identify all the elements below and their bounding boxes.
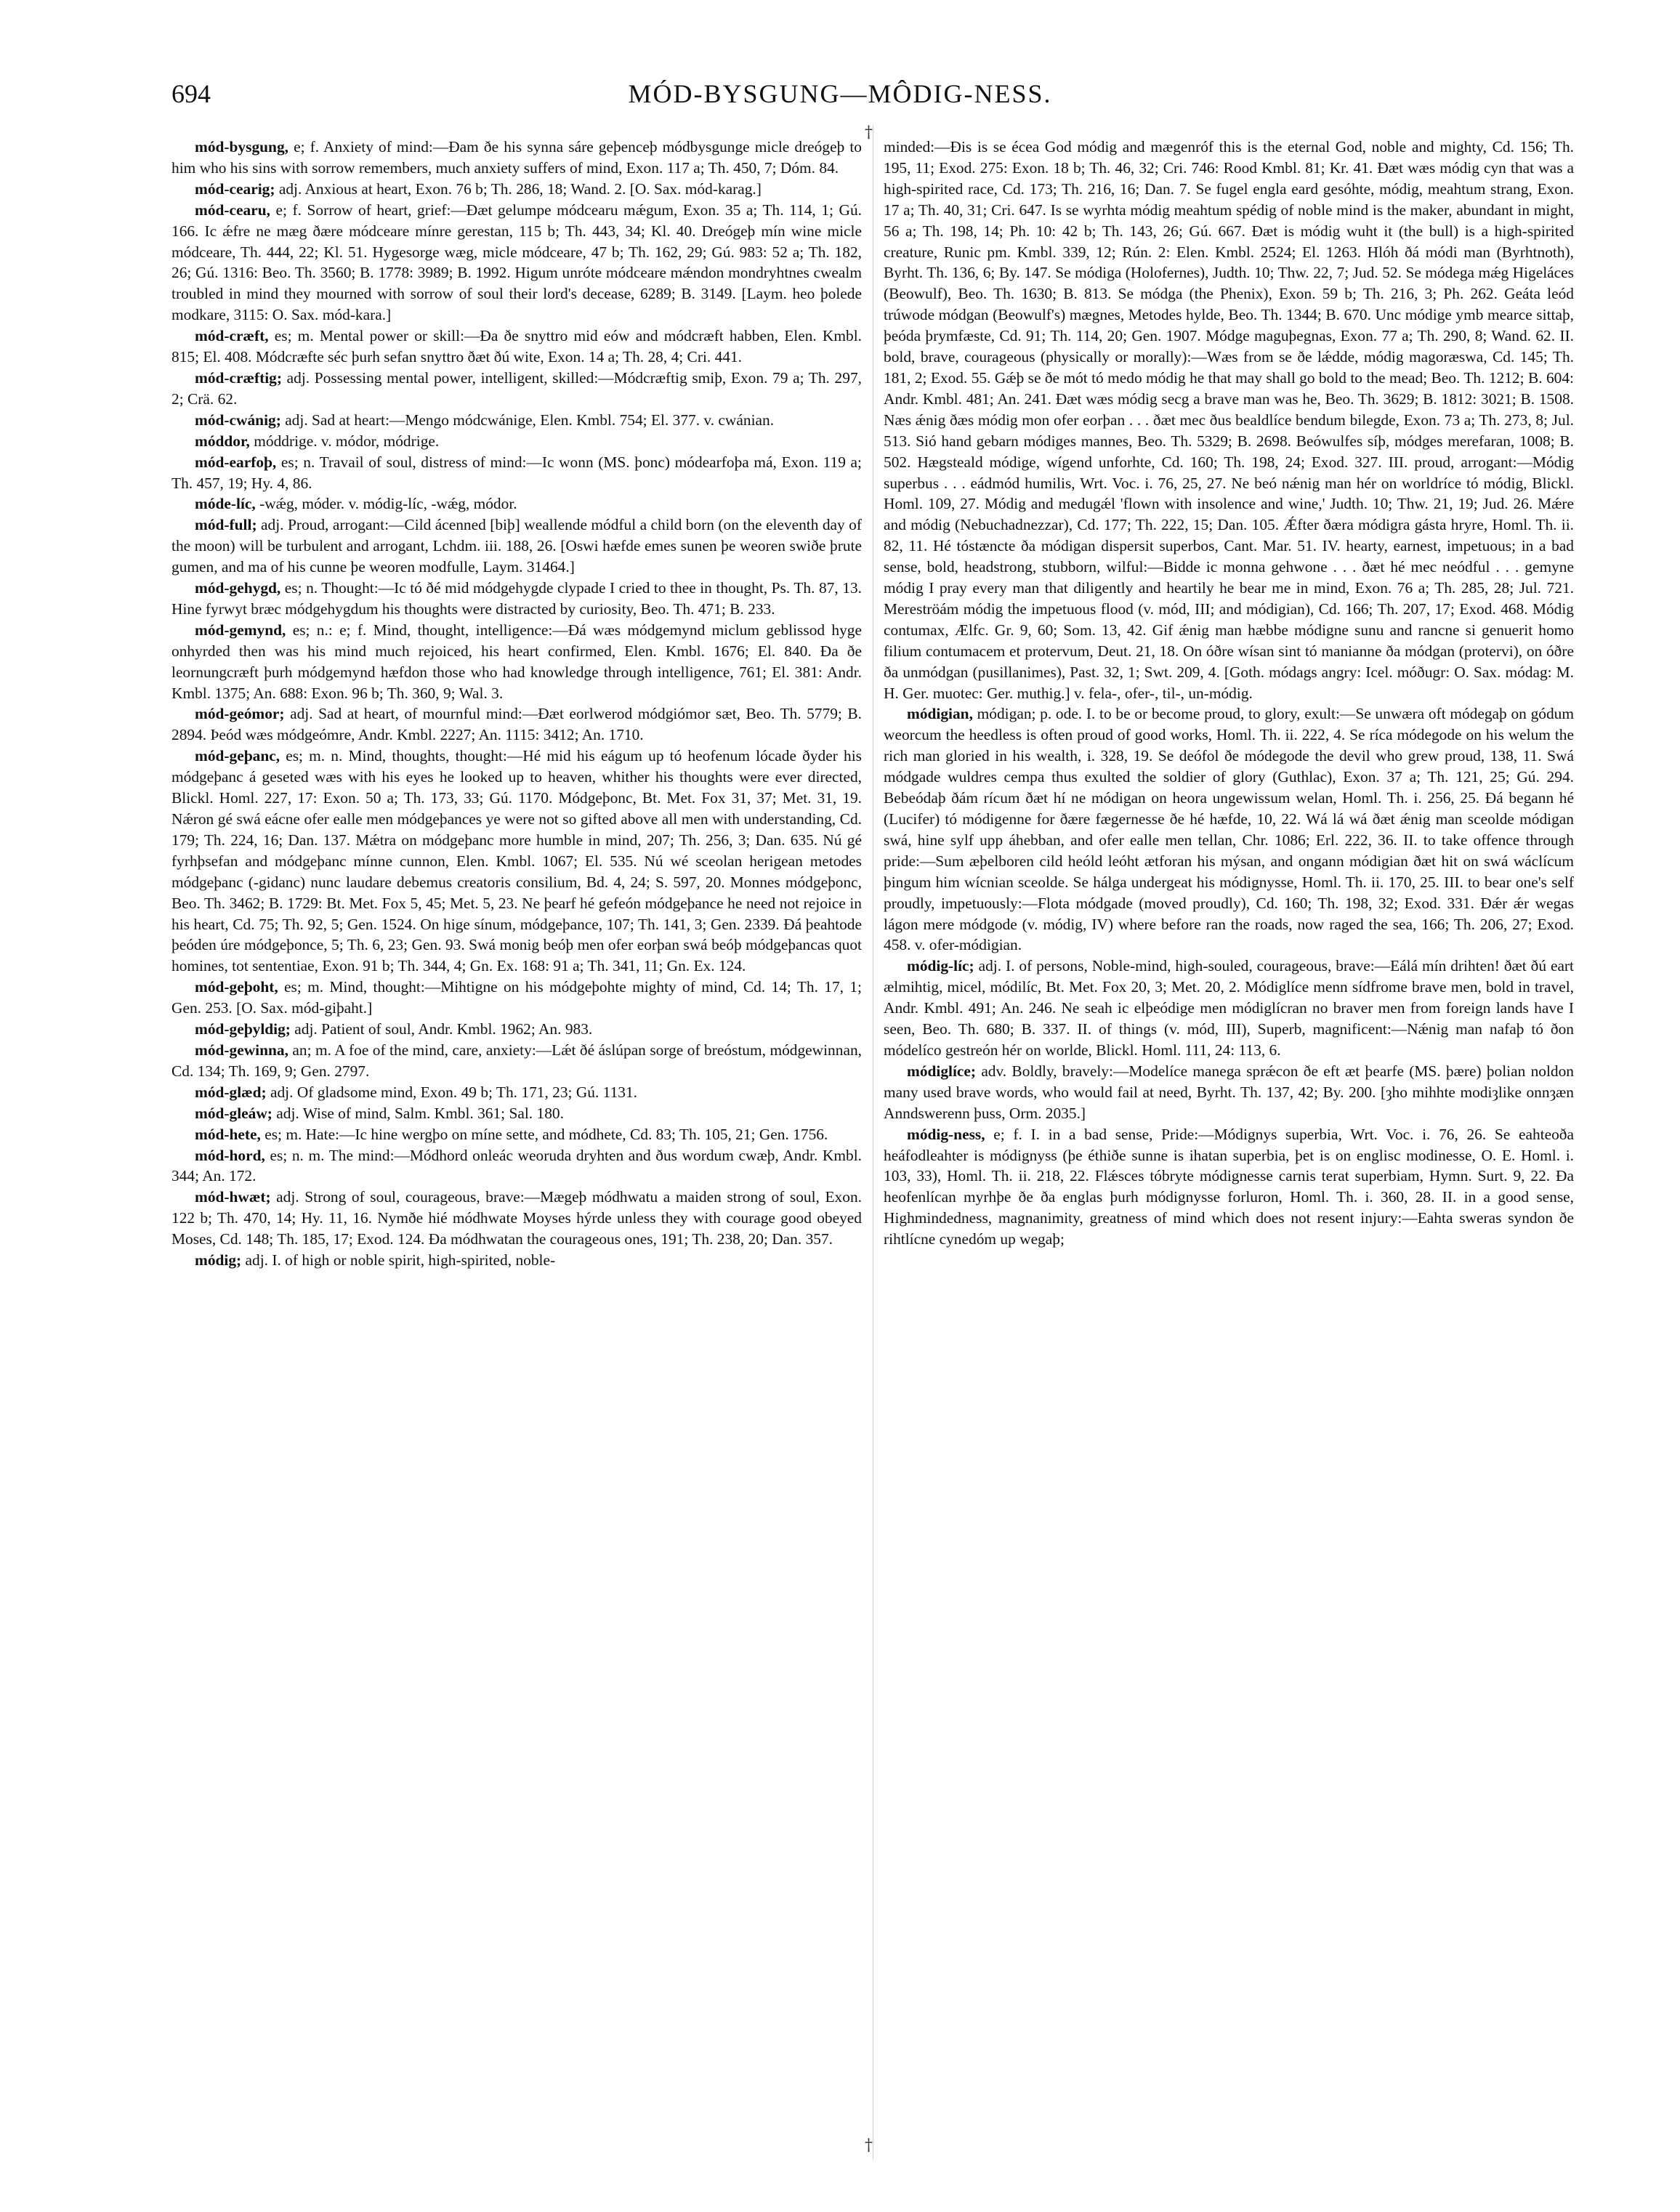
entry-definition: es; n. m. The mind:—Módhord onleác weoruda dryhten and ðus wordum cwæþ, Andr. Kmbl. 344; An. 172. <box>171 1146 862 1185</box>
page-number: 694 <box>171 79 211 108</box>
entry-definition: adj. Proud, arrogant:—Cild ácenned [biþ] weallende módful a child born (on the eleventh day of the moon) will be turbulent and arrogant, Lchdm. iii. 188, 26. [Oswi hæfde emes sunen þe weoren swiðe þrute gumen, and ma of his cunne þe weoren modfulle, Laym. 31464.] <box>171 516 862 576</box>
entry-definition: adj. Wise of mind, Salm. Kmbl. 361; Sal. 180. <box>272 1104 564 1122</box>
entry-headword: mód-cræft, <box>195 327 269 345</box>
dictionary-entry <box>171 1145 862 1187</box>
dictionary-entry <box>171 620 862 704</box>
entry-headword: mód-cearu, <box>195 201 270 219</box>
entry-headword: mód-cearig; <box>195 179 275 198</box>
entry-definition: adj. Patient of soul, Andr. Kmbl. 1962; An. 983. <box>290 1020 593 1038</box>
entry-headword: mód-hete, <box>195 1125 261 1143</box>
dictionary-entry <box>171 977 862 1019</box>
entry-headword: mód-glæd; <box>195 1083 267 1101</box>
entry-definition: e; f. Anxiety of mind:—Ðam ðe his synna sáre geþenceþ módbysgunge micle dreógeþ to him who his sins with sorrow remembers, much anxiety suffers of mind, Exon. 117 a; Th. 450, 7; Dóm. 84. <box>171 138 862 177</box>
dictionary-entry <box>171 1082 862 1103</box>
dictionary-entry <box>884 703 1574 956</box>
entry-headword: módiglíce; <box>907 1062 977 1080</box>
entry-headword: mód-full; <box>195 516 257 534</box>
entry-headword: mód-gleáw; <box>195 1104 272 1122</box>
entry-definition: es; n.: e; f. Mind, thought, intelligence:—Ðá wæs módgemynd miclum geblissod hyge onhyrded then was his mind much rejoiced, his heart confirmed, Elen. Kmbl. 1676; El. 840. Ða ðe leornungcræft þurh módgemynd hæfdon those who had knowledge through intelligence, 761; El. 381: Andr. Kmbl. 1375; An. 688: Exon. 96 b; Th. 360, 9; Wal. 3. <box>171 621 862 702</box>
entry-definition: adv. Boldly, bravely:—Modelíce manega sprǽcon ðe eft æt þearfe (MS. þære) þolian noldon many used brave words, who would fail at need, Byrht. Th. 137, 42; By. 200. [ȝho mihhte modiȝlike onnȝæn Anndswerenn þuss, Orm. 2035.] <box>884 1062 1574 1122</box>
dictionary-entry <box>171 326 862 368</box>
dictionary-entry <box>171 1250 862 1271</box>
dictionary-entry <box>171 1040 862 1082</box>
entry-headword: móde-líc, <box>195 495 256 513</box>
dictionary-entry <box>171 200 862 326</box>
dictionary-entry <box>171 746 862 977</box>
dictionary-entry <box>171 1124 862 1145</box>
entry-definition: adj. Sad at heart, of mournful mind:—Ðæt eorlwerod módgiómor sæt, Beo. Th. 5779; B. 2894. Þeód wæs módgeómre, Andr. Kmbl. 2227; An. 1115: 3412; An. 1710. <box>171 705 862 744</box>
dictionary-entry <box>171 368 862 410</box>
dictionary-entry <box>884 137 1574 703</box>
entry-headword: mód-geþyldig; <box>195 1020 291 1038</box>
running-head: MÓD-BYSGUNG—MÔDIG-NESS. <box>628 79 1052 108</box>
entry-headword: mód-cwánig; <box>195 411 281 429</box>
entry-headword: módig; <box>195 1251 242 1270</box>
entry-headword: mód-geþoht, <box>195 978 278 996</box>
entry-definition: adj. I. of high or noble spirit, high-spirited, noble- <box>241 1251 556 1270</box>
entry-headword: módig-líc; <box>907 957 974 975</box>
entry-definition: módigan; p. ode. I. to be or become proud, to glory, exult:—Se unwæra oft módegaþ on gódum weorcum the heedless is often proud of good works, Homl. Th. ii. 222, 4. Se ríca módegode on his welum the rich man gloried in his wealth, i. 328, 19. Se deófol ðe módegode the devil who grew proud, 138, 11. Swá módgade wuldres cempa thus exulted the soldier of glory (Guthlac), Exon. 37 a; Th. 121, 25; Gú. 294. Bebeódaþ ðám rícum ðæt hí ne módigan on heora ungewissum welan, Homl. Th. i. 256, 25. Ðá begann hé (Lucifer) tó módigenne for ðære fægernesse ðe hé hæfde, 10, 22. Wá lá wá ðæt ǽnig man sceolde módigan swá, hine sylf upp áhebban, and ofer ealle men tellan, Chr. 1086; Erl. 222, 36. II. to take offence through pride:—Sum æþelboren cild heóld leóht ætforan his mýsan, and ongann módigian ðæt hit on swá wáclícum þingum him wícnian sceolde. Se hálga undergeat his módignysse, Homl. Th. ii. 170, 25. III. to bear one's self proudly, impetuously:—Flota módgade (moved proudly), Cd. 160; Th. 198, 32; Exod. 331. Ðǽr ǽr wegas lágon mere módgode (v. módig, IV) where before ran the roads, now raged the sea, 166; Th. 206, 27; Exod. 458. v. ofer-módigian. <box>884 705 1574 954</box>
right-column <box>884 137 1574 2142</box>
left-column <box>171 137 862 2142</box>
dictionary-entry <box>171 179 862 200</box>
dictionary-entry <box>171 493 862 514</box>
entry-definition: es; n. Thought:—Ic tó ðé mid módgehygde clypade I cried to thee in thought, Ps. Th. 87, 13. Hine fyrwyt bræc módgehygdum his thoughts were distracted by curiosity, Beo. Th. 471; B. 233. <box>171 579 862 618</box>
entry-definition: es; n. Travail of soul, distress of mind:—Ic wonn (MS. þonc) módearfoþa má, Exon. 119 a; Th. 457, 19; Hy. 4, 86. <box>171 453 862 492</box>
entry-definition: an; m. A foe of the mind, care, anxiety:—Lǽt ðé áslúpan sorge of breóstum, módgewinnan, Cd. 134; Th. 169, 9; Gen. 2797. <box>171 1041 862 1080</box>
entry-headword: móddor, <box>195 432 250 450</box>
dictionary-entry <box>171 578 862 620</box>
dictionary-entry <box>171 1019 862 1040</box>
entry-definition: es; m. Mental power or skill:—Ða ðe snyttro mid eów and módcræft habben, Elen. Kmbl. 815; El. 408. Módcræfte séc þurh sefan snyttro ðæt ðú wite, Exon. 14 a; Th. 28, 4; Cri. 441. <box>171 327 862 366</box>
entry-headword: mód-gewinna, <box>195 1041 288 1059</box>
entry-headword: mód-hwæt; <box>195 1188 271 1206</box>
page-header <box>0 78 1680 122</box>
entry-definition: adj. Of gladsome mind, Exon. 49 b; Th. 171, 23; Gú. 1131. <box>266 1083 638 1101</box>
entry-definition: e; f. I. in a bad sense, Pride:—Módignys superbia, Wrt. Voc. i. 76, 26. Se eahteoða heáfodleahter is módignyss (þe éthiðe sunne is ihatan superbia, þet is on englisc modinesse, O. E. Homl. i. 103, 33), Homl. Th. ii. 218, 22. Flǽsces tóbryte módignesse carnis terat superbiam, Hymn. Surt. 9, 22. Ða heofenlícan myrhþe ðe ða englas þurh módignysse forluron, Homl. Th. i. 360, 28. II. in a good sense, Highmindedness, magnanimity, greatness of mind which does not resent injury:—Eahta sweras syndon ðe rihtlícne cynedóm up wegaþ; <box>884 1125 1574 1248</box>
dictionary-entry <box>171 431 862 452</box>
column-ornament-top: † <box>865 124 873 142</box>
column-ornament-bottom: † <box>865 2136 873 2155</box>
entry-headword: mód-hord, <box>195 1146 265 1164</box>
entry-definition: es; m. n. Mind, thoughts, thought:—Hé mid his eágum up tó heofenum lócade ðyder his módgeþanc á geseted wæs with his eyes he looked up to heaven, whither his thoughts were ever directed, Blickl. Homl. 227, 17: Exon. 50 a; Th. 173, 33; Gú. 1170. Módgeþonc, Bt. Met. Fox 31, 37; Met. 31, 19. Nǽron gé swá eácne ofer ealle men módgeþances ye were not so gifted above all men with understanding, Cd. 179; Th. 224, 16; Dan. 137. Mǽtra on módgeþanc more humble in mind, 207; Th. 256, 3; Dan. 635. Nú gé fyrhþsefan and módgeþanc mínne cunnon, Elen. Kmbl. 1067; El. 535. Nú wé sceolan herigean metodes módgeþanc (-gidanc) nunc laudare debemus creatoris consilium, Bd. 4, 24; S. 597, 20. Monnes módgeþonc, Beo. Th. 3462; B. 1729: Bt. Met. Fox 5, 45; Met. 5, 23. Ne þearf hé gefeón módgeþance he need not rejoice in his heart, Cd. 75; Th. 92, 5; Gen. 1524. On hige sínum, módgeþance, 107; Th. 141, 3; Gen. 2339. Ðá þeahtode þeóden úre módgeþonce, 5; Th. 6, 23; Gen. 93. Swá monig beóþ men ofer eorþan swá beóþ módgeþancas quot homines, tot sententiae, Exon. 91 b; Th. 344, 4; Gn. Ex. 168: 91 a; Th. 341, 11; Gn. Ex. 124. <box>171 747 862 975</box>
dictionary-entry <box>884 956 1574 1061</box>
entry-headword: mód-earfoþ, <box>195 453 277 471</box>
dictionary-entry <box>171 514 862 578</box>
entry-definition: móddrige. v. módor, módrige. <box>249 432 440 450</box>
entry-definition: es; m. Hate:—Ic hine wergþo on míne sette, and módhete, Cd. 83; Th. 105, 21; Gen. 1756. <box>260 1125 828 1143</box>
entry-definition: adj. Sad at heart:—Mengo módcwánige, Elen. Kmbl. 754; El. 377. v. cwánian. <box>280 411 775 429</box>
entry-definition: adj. I. of persons, Noble-mind, high-souled, courageous, brave:—Eálá mín drihten! ðæt ðú eart ælmihtig, micel, módilíc, Bt. Met. Fox 20, 3; Met. 20, 2. Módiglíce menn sídfrome brave men, bold in travel, Andr. Kmbl. 491; An. 246. Ne seah ic elþeódige men módiglícran no braver men from foreign lands have I seen, Beo. Th. 680; B. 337. II. of things (v. mód, III), Superb, magnificent:—Nǽnig man nafaþ tó ðon módelíco gestreón hér on worlde, Blickl. Homl. 111, 24: 113, 6. <box>884 957 1574 1059</box>
entry-headword: mód-gemynd, <box>195 621 286 639</box>
dictionary-entry <box>884 1124 1574 1250</box>
entry-definition: minded:—Ðis is se écea God módig and mægenróf this is the eternal God, noble and mighty, Cd. 156; Th. 195, 11; Exod. 275: Exon. 18 b; Th. 46, 32; Cri. 746: Rood Kmbl. 81; Kr. 41. Ðæt wæs módig cyn that was a high-spirited race, Cd. 173; Th. 216, 16; Dan. 7. Se fugel engla eard gesóhte, módig, meahtum strang, Exon. 17 a; Th. 40, 31; Cri. 647. Is se wyrhta módig meahtum spédig of noble mind is the maker, abundant in might, 56 a; Th. 198, 14; Ph. 10: 42 b; Th. 143, 26; Gú. 667. Ðæt is módig wuht it (the bull) is a high-spirited creature, Runic pm. Kmbl. 339, 12; Rún. 2: Elen. Kmbl. 2524; El. 1263. Hlóh ðá módi man (Byrhtnoth), Byrht. Th. 136, 6; By. 147. Se módiga (Holofernes), Judth. 10; Thw. 22, 7; Jud. 52. Se módega mǽg Higeláces (Beowulf), Beo. Th. 1630; B. 813. Se módga (the Phenix), Exon. 59 b; Th. 216, 3; Ph. 262. Geáta leód trúwode módgan (Beowulf's) mægnes, Metodes hylde, Beo. Th. 1344; B. 670. Unc módige ymb mearce sittaþ, þeóda þrymfæste, Cd. 91; Th. 114, 20; Gen. 1907. Módge maguþegnas, Exon. 77 a; Th. 290, 8; Wand. 62. II. bold, brave, courageous (physically or morally):—Wæs from se ðe lǽdde, módig magoræswa, Cd. 145; Th. 181, 2; Exod. 55. Gǽþ se ðe mót tó medo módig he that may shall go bold to the mead; Beo. Th. 1212; B. 604: Andr. Kmbl. 481; An. 241. Ðæt wæs módig secg a brave man was he, Beo. Th. 3629; B. 1812: 3021; B. 1508. Næs ǽnig ðæs módig mon ofer eorþan . . . ðæt mec ðus bealdlíce bendum bilegde, Exon. 73 a; Th. 273, 8; Jul. 513. Sió hand gebarn módiges mannes, Beo. Th. 5329; B. 2698. Beówulfes síþ, módges merefaran, 1008; B. 502. Hægsteald módige, wígend unforhte, Cd. 160; Th. 198, 24; Exod. 327. III. proud, arrogant:—Módig superbus . . . eádmód humilis, Wrt. Voc. i. 76, 25, 27. Ne beó nǽnig man hér on worldríce tó módig, Blickl. Homl. 109, 27. Módig and medugǽl 'flown with insolence and wine,' Judth. 10; Thw. 21, 19; Jud. 26. Mǽre and módig (Nebuchadnezzar), Cd. 177; Th. 222, 15; Dan. 105. Ǽfter ðæra módigra gásta hryre, Homl. Th. ii. 82, 11. Hé tóstæncte ða módigan dispersit superbos, Cant. Mar. 51. IV. hearty, earnest, impetuous; in a bad sense, bold, headstrong, stubborn, wilful:—Bidde ic monna gehwone . . . ðæt hé mec neódful . . . gemyne módig I pray every man that diligently and heartily he bear me in mind, Exon. 76 a; Th. 285, 28; Jul. 721. Mereströám módig the impetuous flood (v. mód, III; and módigian), Cd. 166; Th. 207, 17; Exod. 468. Módig contumax, Ælfc. Gr. 9, 60; Som. 13, 42. Gif ǽnig man hæbbe módigne sunu and rancne si genuerit homo filium contumacem et protervum, Deut. 21, 18. On óðre wísan sint tó manianne ða módgan (protervi), on óðre ða unmódgan (pusillanimes), Past. 32, 1; Swt. 209, 4. [Goth. módags angry: Icel. móðugr: O. Sax. módag: M. H. Ger. muotec: Ger. muthig.] v. fela-, ofer-, til-, un-módig. <box>884 138 1574 702</box>
entry-definition: adj. Strong of soul, courageous, brave:—Mægeþ módhwatu a maiden strong of soul, Exon. 122 b; Th. 470, 14; Hy. 11, 16. Nymðe hié módhwate Moyses hýrde unless they with courage good obeyed Moses, Cd. 148; Th. 185, 17; Exod. 124. Ða módhwatan the courageous ones, 191; Th. 238, 20; Dan. 357. <box>171 1188 862 1248</box>
dictionary-entry <box>171 452 862 494</box>
entry-definition: es; m. Mind, thought:—Mihtigne on his módgeþohte mighty of mind, Cd. 14; Th. 17, 1; Gen. 253. [O. Sax. mód-giþaht.] <box>171 978 862 1017</box>
entry-headword: mód-geþanc, <box>195 747 280 765</box>
entry-definition: e; f. Sorrow of heart, grief:—Ðæt gelumpe módcearu mǽgum, Exon. 35 a; Th. 114, 1; Gú. 166. Ic ǽfre ne mæg ðære módceare mínre gerestan, 115 b; Th. 443, 34; Kl. 40. Dreógeþ mín wine micle módceare, Th. 444, 22; Kl. 51. Hygesorge wæg, micle módceare, 47 b; Th. 162, 29; Gú. 983: 52 a; Th. 182, 26; Gú. 1316: Beo. Th. 3560; B. 1778: 3989; B. 1992. Higum unróte módceare mǽndon mondryhtnes cwealm troubled in mind they mourned with sorrow of soul their lord's decease, 6289; B. 3149. [Laym. heo þolede modkare, 3115: O. Sax. mód-kara.] <box>171 201 862 324</box>
entry-headword: mód-gehygd, <box>195 579 281 597</box>
dictionary-entry <box>884 1061 1574 1124</box>
dictionary-entry <box>171 410 862 431</box>
dictionary-entry <box>171 703 862 746</box>
dictionary-entry <box>171 1187 862 1250</box>
entry-headword: mód-cræftig; <box>195 368 282 387</box>
entry-headword: módigian, <box>907 705 973 723</box>
entry-definition: adj. Anxious at heart, Exon. 76 b; Th. 286, 18; Wand. 2. [O. Sax. mód-karag.] <box>275 179 762 198</box>
dictionary-entry <box>171 1103 862 1124</box>
entry-headword: módig-ness, <box>907 1125 985 1143</box>
entry-definition: adj. Possessing mental power, intelligent, skilled:—Módcræftig smiþ, Exon. 79 a; Th. 297, 2; Crä. 62. <box>171 368 862 408</box>
dictionary-entry <box>171 137 862 179</box>
entry-headword: mód-bysgung, <box>195 138 288 156</box>
entry-headword: mód-geómor; <box>195 705 285 723</box>
entry-definition: -wǽg, móder. v. módig-líc, -wǽg, módor. <box>255 495 517 513</box>
